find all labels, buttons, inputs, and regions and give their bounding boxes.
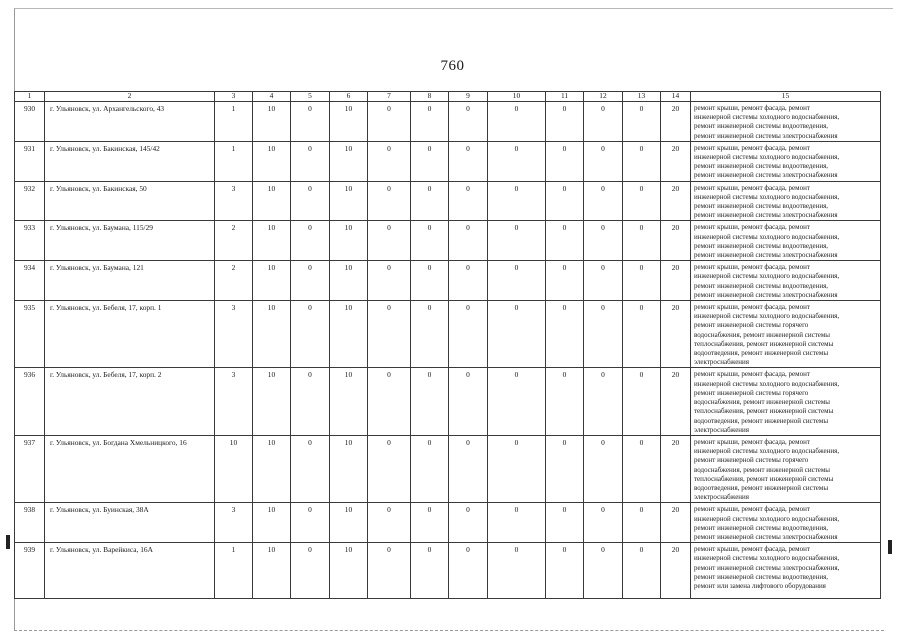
table-row bbox=[15, 221, 881, 261]
col-header: 10 bbox=[488, 92, 546, 102]
value-cell: 20 bbox=[661, 261, 691, 301]
work-line: инженерной системы холодного водоснабжения, bbox=[694, 113, 840, 122]
value-cell: 0 bbox=[584, 221, 623, 261]
row-number-cell: 930 bbox=[15, 102, 45, 142]
col-header: 6 bbox=[330, 92, 368, 102]
value-cell: 0 bbox=[368, 301, 411, 368]
work-line: ремонт или замена лифтового оборудования bbox=[694, 581, 826, 590]
value-cell: 0 bbox=[449, 301, 488, 368]
value-cell: 0 bbox=[623, 543, 661, 599]
value-cell: 10 bbox=[330, 435, 368, 502]
work-line: ремонт инженерной системы электроснабжения bbox=[694, 532, 838, 541]
work-line: ремонт крыши, ремонт фасада, ремонт bbox=[694, 437, 810, 446]
value-cell: 0 bbox=[411, 102, 449, 142]
work-line: инженерной системы холодного водоснабжения, bbox=[694, 312, 840, 321]
value-cell: 10 bbox=[330, 368, 368, 435]
work-line: ремонт крыши, ремонт фасада, ремонт bbox=[694, 143, 810, 152]
value-cell: 0 bbox=[546, 221, 584, 261]
work-line: ремонт инженерной системы водоотведения, bbox=[694, 241, 829, 250]
value-cell: 0 bbox=[584, 503, 623, 543]
work-line: электроснабжения bbox=[694, 425, 750, 434]
table-row bbox=[15, 503, 881, 543]
work-line: ремонт инженерной системы водоотведения, bbox=[694, 122, 829, 131]
value-cell: 0 bbox=[488, 301, 546, 368]
row-number-cell: 931 bbox=[15, 141, 45, 181]
scan-edge-mark-right bbox=[888, 540, 892, 554]
value-cell: 0 bbox=[546, 261, 584, 301]
value-cell: 3 bbox=[215, 503, 253, 543]
value-cell: 0 bbox=[368, 141, 411, 181]
value-cell: 20 bbox=[661, 301, 691, 368]
value-cell: 0 bbox=[584, 102, 623, 142]
work-list-cell bbox=[691, 301, 881, 368]
repair-table bbox=[14, 91, 881, 599]
value-cell: 10 bbox=[253, 368, 291, 435]
work-list-cell bbox=[691, 141, 881, 181]
table-row bbox=[15, 301, 881, 368]
work-line: ремонт крыши, ремонт фасада, ремонт bbox=[694, 104, 810, 112]
value-cell: 3 bbox=[215, 368, 253, 435]
value-cell: 0 bbox=[546, 435, 584, 502]
address-cell: г. Ульяновск, ул. Бебеля, 17, корп. 2 bbox=[45, 368, 215, 435]
work-line: ремонт инженерной системы водоотведения, bbox=[694, 281, 829, 290]
work-line: теплоснабжения, ремонт инженерной системы bbox=[694, 339, 834, 348]
value-cell: 0 bbox=[546, 102, 584, 142]
value-cell: 10 bbox=[253, 301, 291, 368]
value-cell: 0 bbox=[291, 141, 330, 181]
col-header: 12 bbox=[584, 92, 623, 102]
work-list-cell bbox=[691, 543, 881, 599]
value-cell: 0 bbox=[449, 435, 488, 502]
value-cell: 0 bbox=[449, 543, 488, 599]
value-cell: 0 bbox=[449, 368, 488, 435]
value-cell: 10 bbox=[253, 543, 291, 599]
work-line: инженерной системы холодного водоснабжения, bbox=[694, 514, 840, 523]
value-cell: 10 bbox=[330, 543, 368, 599]
value-cell: 0 bbox=[411, 301, 449, 368]
work-line: ремонт крыши, ремонт фасада, ремонт bbox=[694, 183, 810, 192]
address-cell: г. Ульяновск, ул. Буинская, 38А bbox=[45, 503, 215, 543]
table-row bbox=[15, 141, 881, 181]
value-cell: 20 bbox=[661, 503, 691, 543]
address-cell: г. Ульяновск, ул. Архангельского, 43 bbox=[45, 102, 215, 142]
value-cell: 10 bbox=[253, 181, 291, 221]
value-cell: 10 bbox=[330, 261, 368, 301]
work-line: ремонт инженерной системы электроснабжения bbox=[694, 131, 838, 140]
value-cell: 0 bbox=[449, 221, 488, 261]
value-cell: 0 bbox=[546, 543, 584, 599]
address-cell: г. Ульяновск, ул. Баумана, 115/29 bbox=[45, 221, 215, 261]
address-cell: г. Ульяновск, ул. Бакинская, 145/42 bbox=[45, 141, 215, 181]
value-cell: 0 bbox=[291, 435, 330, 502]
work-line: инженерной системы холодного водоснабжения, bbox=[694, 554, 840, 563]
value-cell: 0 bbox=[449, 102, 488, 142]
value-cell: 10 bbox=[330, 141, 368, 181]
value-cell: 0 bbox=[584, 435, 623, 502]
table-row bbox=[15, 261, 881, 301]
value-cell: 10 bbox=[330, 301, 368, 368]
value-cell: 0 bbox=[411, 221, 449, 261]
col-header: 13 bbox=[623, 92, 661, 102]
work-list-cell bbox=[691, 435, 881, 502]
work-line: ремонт крыши, ремонт фасада, ремонт bbox=[694, 370, 810, 379]
value-cell: 0 bbox=[488, 435, 546, 502]
work-line: инженерной системы холодного водоснабжения, bbox=[694, 153, 840, 162]
work-list-cell bbox=[691, 102, 881, 142]
work-line: ремонт крыши, ремонт фасада, ремонт bbox=[694, 303, 810, 312]
work-line: ремонт инженерной системы водоотведения, bbox=[694, 162, 829, 171]
value-cell: 0 bbox=[449, 181, 488, 221]
row-number-cell: 935 bbox=[15, 301, 45, 368]
value-cell: 2 bbox=[215, 221, 253, 261]
col-header: 8 bbox=[411, 92, 449, 102]
value-cell: 0 bbox=[623, 301, 661, 368]
col-header: 5 bbox=[291, 92, 330, 102]
work-line: водоотведения, ремонт инженерной системы bbox=[694, 483, 829, 492]
scan-edge-mark-left bbox=[6, 535, 10, 549]
value-cell: 10 bbox=[330, 102, 368, 142]
value-cell: 0 bbox=[546, 181, 584, 221]
value-cell: 0 bbox=[368, 368, 411, 435]
value-cell: 1 bbox=[215, 543, 253, 599]
value-cell: 0 bbox=[623, 102, 661, 142]
value-cell: 10 bbox=[215, 435, 253, 502]
row-number-cell: 934 bbox=[15, 261, 45, 301]
value-cell: 0 bbox=[411, 543, 449, 599]
value-cell: 0 bbox=[488, 543, 546, 599]
value-cell: 10 bbox=[253, 141, 291, 181]
work-line: ремонт инженерной системы электроснабжения bbox=[694, 211, 838, 220]
work-line: инженерной системы холодного водоснабжения, bbox=[694, 232, 840, 241]
work-line: ремонт инженерной системы водоотведения, bbox=[694, 202, 829, 211]
value-cell: 1 bbox=[215, 141, 253, 181]
value-cell: 0 bbox=[368, 102, 411, 142]
value-cell: 0 bbox=[488, 181, 546, 221]
work-line: инженерной системы холодного водоснабжения, bbox=[694, 379, 840, 388]
value-cell: 0 bbox=[291, 503, 330, 543]
value-cell: 0 bbox=[411, 181, 449, 221]
table-row bbox=[15, 368, 881, 435]
value-cell: 0 bbox=[546, 141, 584, 181]
row-number-cell: 936 bbox=[15, 368, 45, 435]
work-line: теплоснабжения, ремонт инженерной системы bbox=[694, 407, 834, 416]
value-cell: 20 bbox=[661, 543, 691, 599]
work-line: водоснабжения, ремонт инженерной системы bbox=[694, 398, 830, 407]
value-cell: 10 bbox=[253, 435, 291, 502]
value-cell: 0 bbox=[411, 368, 449, 435]
work-line: ремонт инженерной системы электроснабжения bbox=[694, 251, 838, 260]
value-cell: 20 bbox=[661, 221, 691, 261]
value-cell: 0 bbox=[488, 503, 546, 543]
value-cell: 0 bbox=[546, 503, 584, 543]
value-cell: 10 bbox=[253, 503, 291, 543]
value-cell: 0 bbox=[411, 141, 449, 181]
value-cell: 10 bbox=[253, 261, 291, 301]
value-cell: 0 bbox=[368, 435, 411, 502]
row-number-cell: 938 bbox=[15, 503, 45, 543]
col-header: 4 bbox=[253, 92, 291, 102]
value-cell: 0 bbox=[368, 221, 411, 261]
work-line: ремонт крыши, ремонт фасада, ремонт bbox=[694, 545, 810, 554]
address-cell: г. Ульяновск, ул. Бакинская, 50 bbox=[45, 181, 215, 221]
value-cell: 0 bbox=[291, 102, 330, 142]
work-line: теплоснабжения, ремонт инженерной системы bbox=[694, 474, 834, 483]
work-line: водоотведения, ремонт инженерной системы bbox=[694, 349, 829, 358]
value-cell: 20 bbox=[661, 368, 691, 435]
value-cell: 0 bbox=[623, 221, 661, 261]
value-cell: 0 bbox=[623, 181, 661, 221]
value-cell: 0 bbox=[623, 261, 661, 301]
work-line: ремонт крыши, ремонт фасада, ремонт bbox=[694, 505, 810, 514]
col-header: 2 bbox=[45, 92, 215, 102]
value-cell: 0 bbox=[623, 435, 661, 502]
address-cell: г. Ульяновск, ул. Варейкиса, 16А bbox=[45, 543, 215, 599]
value-cell: 0 bbox=[291, 301, 330, 368]
value-cell: 0 bbox=[449, 503, 488, 543]
value-cell: 0 bbox=[584, 141, 623, 181]
work-line: ремонт инженерной системы горячего bbox=[694, 388, 809, 397]
col-header: 14 bbox=[661, 92, 691, 102]
work-list-cell bbox=[691, 181, 881, 221]
work-line: ремонт инженерной системы водоотведения, bbox=[694, 523, 829, 532]
value-cell: 0 bbox=[584, 368, 623, 435]
value-cell: 0 bbox=[291, 261, 330, 301]
work-line: ремонт инженерной системы электроснабжения, bbox=[694, 563, 840, 572]
page-number: 760 bbox=[440, 58, 465, 74]
row-number-cell: 939 bbox=[15, 543, 45, 599]
value-cell: 10 bbox=[253, 221, 291, 261]
work-list-cell bbox=[691, 503, 881, 543]
work-line: ремонт крыши, ремонт фасада, ремонт bbox=[694, 223, 810, 232]
value-cell: 0 bbox=[291, 181, 330, 221]
value-cell: 0 bbox=[368, 181, 411, 221]
table-row bbox=[15, 435, 881, 502]
work-line: ремонт инженерной системы электроснабжения bbox=[694, 171, 838, 180]
value-cell: 0 bbox=[488, 221, 546, 261]
value-cell: 0 bbox=[291, 543, 330, 599]
work-line: ремонт инженерной системы электроснабжения bbox=[694, 290, 838, 299]
work-line: ремонт инженерной системы горячего bbox=[694, 456, 809, 465]
col-header: 11 bbox=[546, 92, 584, 102]
table-row bbox=[15, 543, 881, 599]
value-cell: 0 bbox=[368, 503, 411, 543]
value-cell: 10 bbox=[330, 221, 368, 261]
value-cell: 0 bbox=[291, 221, 330, 261]
value-cell: 10 bbox=[253, 102, 291, 142]
work-list-cell bbox=[691, 368, 881, 435]
address-cell: г. Ульяновск, ул. Баумана, 121 bbox=[45, 261, 215, 301]
value-cell: 0 bbox=[623, 141, 661, 181]
work-line: электроснабжения bbox=[694, 493, 750, 502]
value-cell: 0 bbox=[411, 435, 449, 502]
value-cell: 20 bbox=[661, 141, 691, 181]
value-cell: 0 bbox=[449, 141, 488, 181]
value-cell: 0 bbox=[291, 368, 330, 435]
table-body bbox=[15, 102, 881, 599]
value-cell: 0 bbox=[488, 141, 546, 181]
value-cell: 0 bbox=[488, 102, 546, 142]
work-line: инженерной системы холодного водоснабжения, bbox=[694, 192, 840, 201]
value-cell: 20 bbox=[661, 102, 691, 142]
value-cell: 2 bbox=[215, 261, 253, 301]
value-cell: 0 bbox=[546, 368, 584, 435]
work-line: электроснабжения bbox=[694, 358, 750, 367]
value-cell: 1 bbox=[215, 102, 253, 142]
value-cell: 0 bbox=[584, 261, 623, 301]
value-cell: 0 bbox=[584, 181, 623, 221]
address-cell: г. Ульяновск, ул. Бебеля, 17, корп. 1 bbox=[45, 301, 215, 368]
value-cell: 3 bbox=[215, 181, 253, 221]
work-line: ремонт инженерной системы горячего bbox=[694, 321, 809, 330]
value-cell: 0 bbox=[411, 261, 449, 301]
value-cell: 0 bbox=[584, 543, 623, 599]
work-line: ремонт крыши, ремонт фасада, ремонт bbox=[694, 263, 810, 272]
value-cell: 0 bbox=[623, 503, 661, 543]
work-line: инженерной системы холодного водоснабжения, bbox=[694, 447, 840, 456]
work-line: водоснабжения, ремонт инженерной системы bbox=[694, 465, 830, 474]
value-cell: 0 bbox=[368, 261, 411, 301]
value-cell: 0 bbox=[488, 261, 546, 301]
table-row bbox=[15, 102, 881, 142]
row-number-cell: 937 bbox=[15, 435, 45, 502]
value-cell: 0 bbox=[411, 503, 449, 543]
value-cell: 0 bbox=[449, 261, 488, 301]
col-header: 7 bbox=[368, 92, 411, 102]
work-line: водоснабжения, ремонт инженерной системы bbox=[694, 330, 830, 339]
value-cell: 0 bbox=[584, 301, 623, 368]
table-row bbox=[15, 181, 881, 221]
value-cell: 10 bbox=[330, 181, 368, 221]
col-header: 15 bbox=[691, 92, 881, 102]
value-cell: 0 bbox=[488, 368, 546, 435]
value-cell: 3 bbox=[215, 301, 253, 368]
value-cell: 20 bbox=[661, 435, 691, 502]
col-header: 3 bbox=[215, 92, 253, 102]
row-number-cell: 933 bbox=[15, 221, 45, 261]
row-number-cell: 932 bbox=[15, 181, 45, 221]
value-cell: 10 bbox=[330, 503, 368, 543]
value-cell: 0 bbox=[546, 301, 584, 368]
work-line: инженерной системы холодного водоснабжения, bbox=[694, 272, 840, 281]
address-cell: г. Ульяновск, ул. Богдана Хмельницкого, 16 bbox=[45, 435, 215, 502]
value-cell: 20 bbox=[661, 181, 691, 221]
value-cell: 0 bbox=[623, 368, 661, 435]
work-list-cell bbox=[691, 221, 881, 261]
scan-bottom-line bbox=[14, 630, 884, 631]
col-header: 1 bbox=[15, 92, 45, 102]
col-header: 9 bbox=[449, 92, 488, 102]
header-row bbox=[15, 92, 881, 102]
work-line: водоотведения, ремонт инженерной системы bbox=[694, 416, 829, 425]
work-line: ремонт инженерной системы водоотведения, bbox=[694, 572, 829, 581]
value-cell: 0 bbox=[368, 543, 411, 599]
work-list-cell bbox=[691, 261, 881, 301]
